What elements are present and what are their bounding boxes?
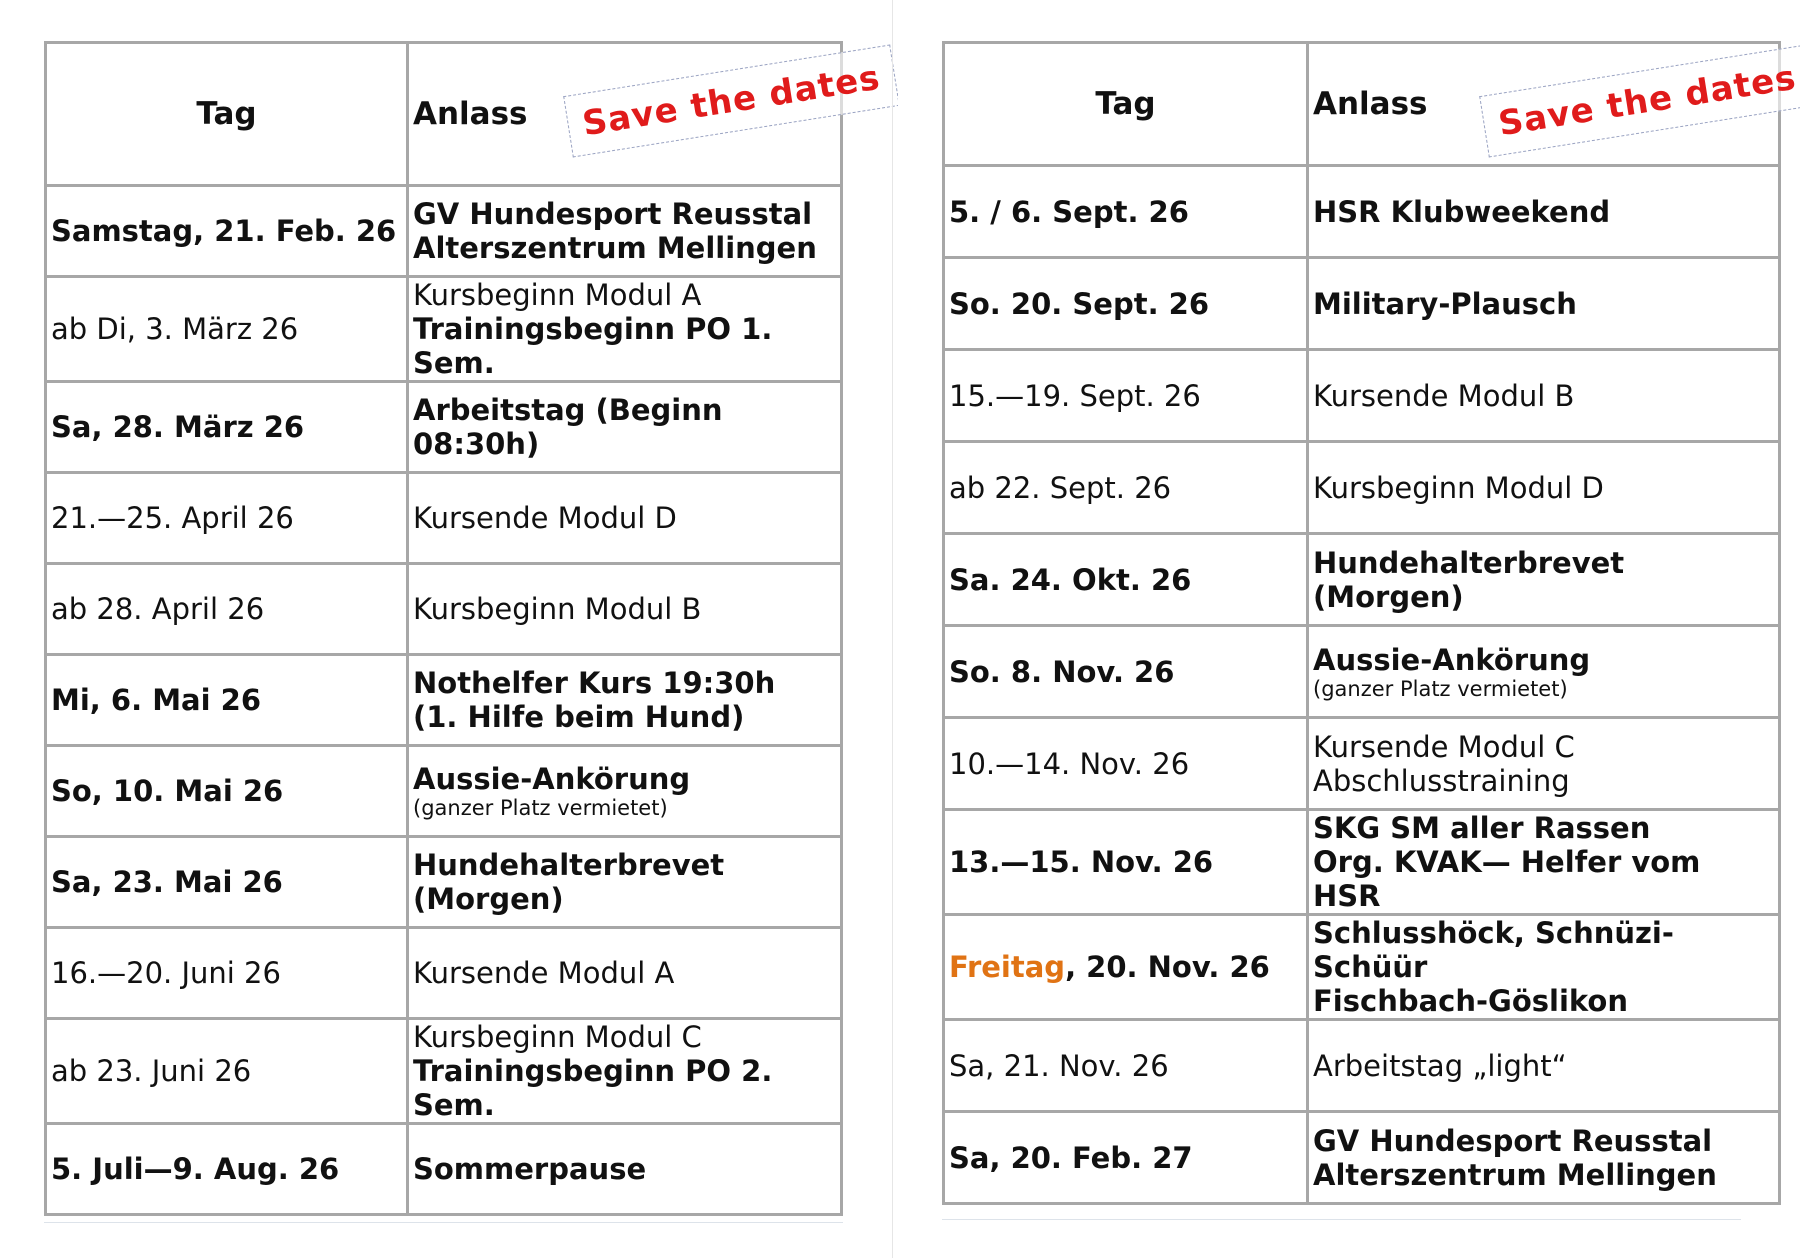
event-cell: Kursbeginn Modul B	[408, 564, 842, 655]
table-row	[944, 350, 1780, 442]
table-row	[46, 382, 842, 473]
event-cell: Arbeitstag (Beginn 08:30h)	[408, 382, 842, 473]
table-row	[46, 746, 842, 837]
event-cell: Arbeitstag „light“	[1308, 1020, 1780, 1112]
event-cell: Hundehalterbrevet (Morgen)	[1308, 534, 1780, 626]
table-row	[944, 810, 1780, 915]
date-cell: 5. Juli—9. Aug. 26	[46, 1124, 408, 1215]
event-cell: GV Hundesport Reusstal Alterszentrum Mellingen	[408, 186, 842, 277]
date-cell: Freitag, 20. Nov. 26	[944, 915, 1308, 1020]
event-cell: Kursbeginn Modul D	[1308, 442, 1780, 534]
schedule-table-right	[942, 41, 1781, 1205]
page-divider	[892, 0, 893, 1258]
right-page	[898, 0, 1799, 1258]
date-cell: 16.—20. Juni 26	[46, 928, 408, 1019]
table-row	[944, 258, 1780, 350]
event-cell: Kursende Modul A	[408, 928, 842, 1019]
date-cell: So. 20. Sept. 26	[944, 258, 1308, 350]
date-cell: ab Di, 3. März 26	[46, 277, 408, 382]
event-cell: Kursende Modul B	[1308, 350, 1780, 442]
table-row	[46, 277, 842, 382]
date-cell: So, 10. Mai 26	[46, 746, 408, 837]
divider	[44, 1222, 843, 1223]
table-row	[944, 915, 1780, 1020]
date-cell: ab 28. April 26	[46, 564, 408, 655]
date-cell: 21.—25. April 26	[46, 473, 408, 564]
table-row	[944, 166, 1780, 258]
table-row	[944, 442, 1780, 534]
table-row	[46, 1019, 842, 1124]
table-row	[46, 928, 842, 1019]
date-cell: Sa. 24. Okt. 26	[944, 534, 1308, 626]
table-row	[944, 1020, 1780, 1112]
schedule-table-left	[44, 41, 843, 1216]
event-cell: Kursende Modul D	[408, 473, 842, 564]
save-the-dates-stamp: Save the dates	[563, 45, 899, 158]
event-cell: Military-Plausch	[1308, 258, 1780, 350]
date-cell: ab 23. Juni 26	[46, 1019, 408, 1124]
table-row	[944, 534, 1780, 626]
table-row	[944, 626, 1780, 718]
header-tag: Tag	[944, 43, 1308, 166]
event-cell: SKG SM aller Rassen Org. KVAK— Helfer vom HSR	[1308, 810, 1780, 915]
event-cell: Kursende Modul C Abschlusstraining	[1308, 718, 1780, 810]
event-cell: Nothelfer Kurs 19:30h (1. Hilfe beim Hund)	[408, 655, 842, 746]
table-row	[46, 1124, 842, 1215]
table-row	[46, 186, 842, 277]
date-cell: Sa, 21. Nov. 26	[944, 1020, 1308, 1112]
event-cell: Hundehalterbrevet (Morgen)	[408, 837, 842, 928]
left-page	[0, 0, 886, 1258]
date-cell: 5. / 6. Sept. 26	[944, 166, 1308, 258]
table-row	[944, 1112, 1780, 1204]
date-cell: Samstag, 21. Feb. 26	[46, 186, 408, 277]
event-cell: Schlusshöck, Schnüzi-Schüür Fischbach-Göslikon	[1308, 915, 1780, 1020]
date-cell: Sa, 23. Mai 26	[46, 837, 408, 928]
header-anlass: Anlass	[408, 43, 842, 186]
date-cell: 15.—19. Sept. 26	[944, 350, 1308, 442]
date-cell: So. 8. Nov. 26	[944, 626, 1308, 718]
save-the-dates-stamp: Save the dates	[1479, 45, 1800, 158]
date-cell: 13.—15. Nov. 26	[944, 810, 1308, 915]
table-row	[944, 718, 1780, 810]
event-cell: GV Hundesport Reusstal Alterszentrum Mellingen	[1308, 1112, 1780, 1204]
header-tag: Tag	[46, 43, 408, 186]
table-row	[46, 473, 842, 564]
table-row	[46, 564, 842, 655]
event-cell: Kursbeginn Modul C Trainingsbeginn PO 2. Sem.	[408, 1019, 842, 1124]
date-cell: ab 22. Sept. 26	[944, 442, 1308, 534]
event-cell: Aussie-Ankörung (ganzer Platz vermietet)	[1308, 626, 1780, 718]
event-cell: Kursbeginn Modul A Trainingsbeginn PO 1. Sem.	[408, 277, 842, 382]
event-cell: HSR Klubweekend	[1308, 166, 1780, 258]
date-cell: Mi, 6. Mai 26	[46, 655, 408, 746]
table-row	[46, 655, 842, 746]
header-anlass: Anlass	[1308, 43, 1780, 166]
event-cell: Sommerpause	[408, 1124, 842, 1215]
date-cell: Sa, 28. März 26	[46, 382, 408, 473]
event-cell: Aussie-Ankörung (ganzer Platz vermietet)	[408, 746, 842, 837]
date-cell: Sa, 20. Feb. 27	[944, 1112, 1308, 1204]
date-cell: 10.—14. Nov. 26	[944, 718, 1308, 810]
divider	[942, 1219, 1741, 1220]
table-row	[46, 837, 842, 928]
